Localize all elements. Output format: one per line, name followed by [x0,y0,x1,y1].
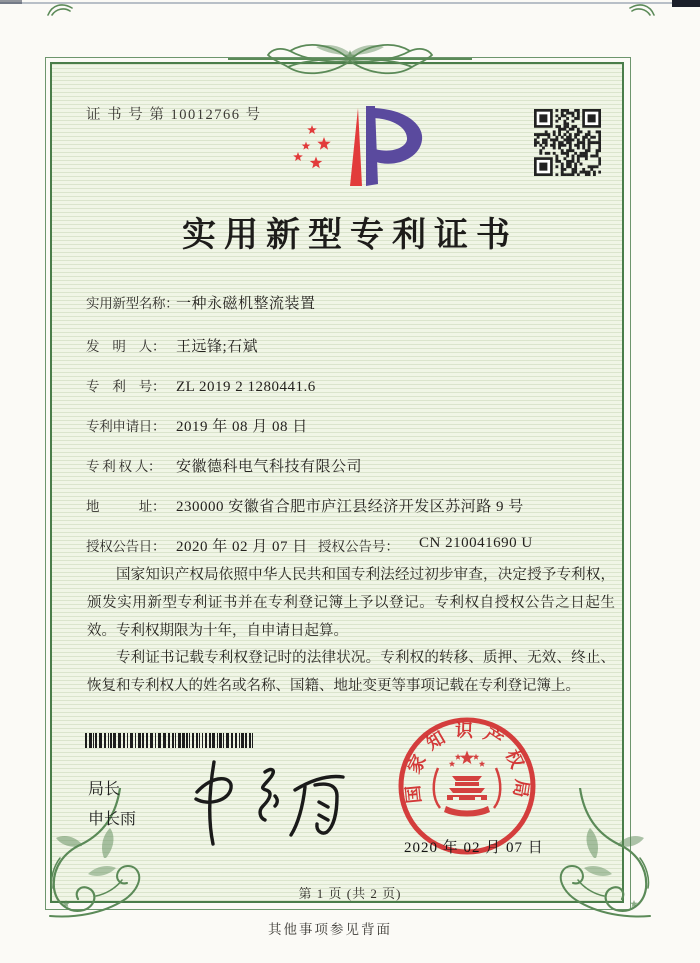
page-number: 第 1 页 (共 2 页) [298,886,402,901]
scan-edge-dark-left [0,0,22,4]
scan-edge-dark-right [672,0,700,7]
barcode [85,733,257,748]
field-value: 安徽德科电气科技有限公司 [176,459,363,475]
field-row-name [86,292,620,314]
legal-paragraph-2: 专利证书记载专利权登记时的法律状况。专利权的转移、质押、无效、终止、恢复和专利权人的姓名或名称、国籍、地址变更等事项记载在专利登记簿上。 [87,650,615,695]
field-row-patent-no [86,375,620,397]
field-label: 专 利 权 人： [86,459,162,474]
field-row-inventor [86,335,620,357]
director-name: 申长雨 [88,811,137,828]
svg-text:国家知识产权局: 国家知识产权局 [402,720,533,808]
field-label-grant-no: 授权公告号： [318,539,399,554]
legal-paragraph-1: 国家知识产权局依照中华人民共和国专利法经过初步审查，决定授予专利权，颁发实用新型专利证书并在专利登记簿上予以登记。专利权自授权公告之日起生效。专利权期限为十年，自申请日起算。 [87,567,615,639]
field-value: 2019 年 08 月 08 日 [176,419,308,435]
scan-edge-line [0,2,700,4]
field-value-grant-no: CN 210041690 U [419,535,533,551]
certificate-number: 证 书 号 第 10012766 号 [86,107,262,123]
field-label: 实用新型名称： [86,296,179,311]
field-row-grant [86,535,620,557]
field-row-patentee [86,455,620,477]
field-value: 王远锋;石斌 [176,339,259,355]
top-center-flourish-ornament [228,37,472,83]
top-left-corner-squiggle [46,0,74,16]
field-row-filing-date [86,415,620,437]
top-right-corner-squiggle [628,0,656,16]
legal-text-block [87,562,615,701]
field-value: ZL 2019 2 1280441.6 [176,379,316,395]
field-label: 专利申请日： [86,419,166,434]
field-value: 一种永磁机整流装置 [176,296,316,312]
field-value: 230000 安徽省合肥市庐江县经济开发区苏河路 9 号 [176,499,524,515]
handwritten-signature [183,750,351,852]
field-label: 发 明 人： [86,339,166,354]
field-label: 授权公告日： [86,539,166,554]
back-side-note: 其他事项参见背面 [268,922,392,937]
cnipa-patent-logo [272,94,436,196]
field-label: 专 利 号： [86,379,166,394]
director-title: 局长 [88,781,121,798]
field-row-address [86,495,620,517]
field-value: 2020 年 02 月 07 日 [176,539,308,555]
field-label: 地 址： [86,499,166,514]
seal-grant-date: 2020 年 02 月 07 日 [404,840,544,856]
certificate-title: 实用新型专利证书 [182,217,518,254]
qr-code [534,109,601,176]
